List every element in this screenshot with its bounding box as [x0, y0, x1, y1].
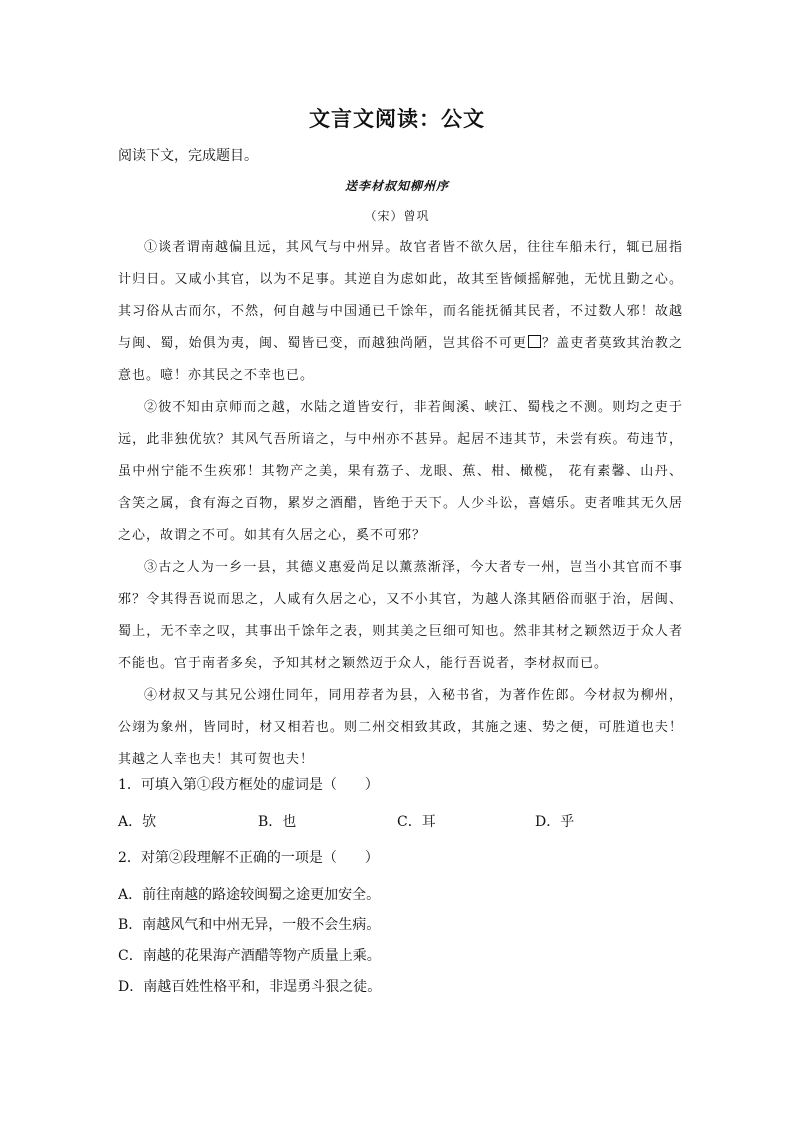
paragraph-3: ③古之人为一乡一县，其德义惠爱尚足以薰蒸渐泽，今大者专一州，岂当小其官而不事邪？令其得吾说而思之，人咸有久居之心，又不小其官，为越人涤其陋俗而驱于治，居闽、蜀上，无不幸之叹，其事出千馀年之表，则其美之巨细可知也。然非其材之颖然迈于众人者不能也。官于南者多矣，予知其材之颖然迈于众人，能行吾说者，李材叔而已。	[118, 560, 683, 671]
question-1-option-b[interactable]: B．也	[258, 814, 297, 830]
question-2-option-c[interactable]: C．南越的花果海产酒醋等物产质量上乘。	[118, 948, 381, 964]
paragraph-1-text-before: ①谈者谓南越偏且远，其风气与中州异。故官者皆不欲久居，往往车船未行，辄已屈指计归日。又咸小其官，以为不足事。其逆自为虑如此，故其至皆倾摇解弛，无忧且勤之心。其习俗从古而尔，不然，何自越与中国通已千馀年，而名能抚循其民者，不过数人邪！故越与闽、蜀，始俱为夷，闽、蜀皆已变，而越独尚陋，岂其俗不可更	[118, 240, 683, 351]
question-1-option-c[interactable]: C．耳	[397, 814, 436, 830]
instruction-text: 阅读下文，完成题目。	[118, 148, 258, 164]
question-1-stem: 1．可填入第①段方框处的虚词是（ ）	[118, 777, 379, 793]
essay-title: 送李材叔知柳州序	[344, 179, 449, 193]
question-1-option-d[interactable]: D．乎	[535, 814, 575, 830]
question-2-option-a[interactable]: A．前往南越的路途较闽蜀之途更加安全。	[118, 887, 381, 903]
paragraph-1	[118, 232, 683, 392]
essay-author: （宋）曾巩	[364, 209, 430, 223]
paragraph-1-text-after: ？盖吏者莫致其治教之意也。噫！亦其民之不幸也已。	[118, 336, 683, 383]
question-1-option-a[interactable]: A．欤	[118, 814, 157, 830]
question-2-option-b[interactable]: B．南越风气和中州无异，一般不会生病。	[118, 917, 381, 933]
paragraph-2: ②彼不知由京师而之越，水陆之道皆安行，非若闽溪、峡江、蜀栈之不测。则均之吏于远，此非独优欤？其风气吾所谙之，与中州亦不甚异。起居不违其节，未尝有疾。苟违节，虽中州宁能不生疾邪！其物产之美，果有荔子、龙眼、蕉、柑、橄榄， 花有素馨、山丹、含笑之属，食有海之百物，累岁之酒醋，皆绝于天下。人少斗讼，喜嬉乐。吏者唯其无久居之心，故谓之不可。如其有久居之心，奚不可邪？	[118, 400, 683, 543]
question-2-stem: 2．对第②段理解不正确的一项是（ ）	[118, 850, 379, 866]
paragraph-4: ④材叔又与其兄公翊仕同年，同用荐者为县，入秘书省，为著作佐郎。今材叔为柳州，公翊为象州，皆同时，材又相若也。则二州交相致其政，其施之速、势之便，可胜道也夫！其越之人幸也夫！其可贺也夫！	[118, 688, 683, 767]
passage	[118, 232, 683, 776]
page-title: 文言文阅读：公文	[309, 106, 485, 131]
blank-box	[528, 335, 541, 348]
question-2-option-d[interactable]: D．南越百姓性格平和，非逞勇斗狠之徒。	[118, 979, 382, 995]
